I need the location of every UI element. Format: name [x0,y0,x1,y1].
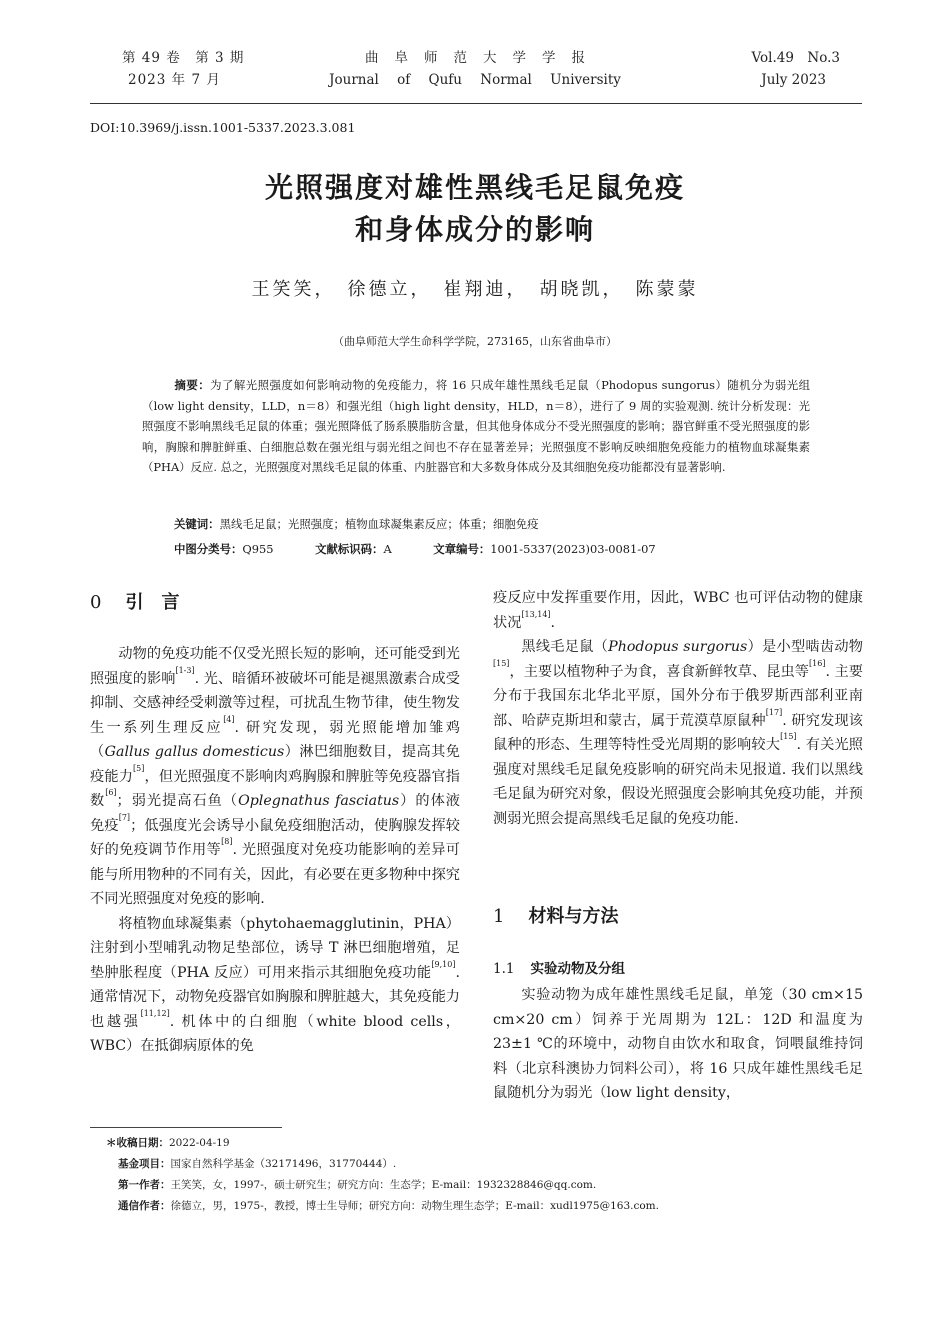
first-author-value: 王笑笑，女，1997-，硕士研究生；研究方向：生态学；E-mail：1932328846@qq.com. [170,1179,597,1191]
citation: [9,10] [431,959,456,969]
title-line-2: 和身体成分的影响 [354,213,595,246]
citation: [6] [105,788,117,797]
corresponding-value: 徐德立，男，1975-，教授，博士生导师；研究方向：动物生理生态学；E-mail：xudl1975@163.com. [170,1200,659,1212]
fund-value: 国家自然科学基金（32171496，31770444）. [170,1158,397,1170]
species-name: Oplegnathus fasciatus [238,793,400,809]
citation: [15] [780,732,797,741]
footnote-corresponding [118,1197,878,1215]
methods-paragraph [493,983,863,1106]
footnote-rule [90,1127,282,1128]
article-no-value: 1001-5337(2023)03-0081-07 [490,542,656,556]
text-run: 疫反应中发挥重要作用，因此，WBC 也可评估动物的健康状况 [493,590,863,631]
section-0-title: 引 言 [125,592,180,613]
intro-paragraph-2-cont [493,586,863,635]
section-0-number: 0 [90,592,102,613]
text-run: . 研究发现，弱光照能增加雏鸡（ [90,719,460,760]
footnote-received [106,1134,866,1152]
text-run: . 研究发现该鼠种的形态、生理等特性受光周期的影响较大 [493,712,863,753]
intro-paragraph-2 [90,912,460,1059]
abstract-label: 摘要： [174,378,211,392]
clc-label: 中图分类号： [174,542,243,556]
citation: [15] [493,658,510,668]
header-date-en: July 2023 [761,72,826,88]
keywords-label: 关键词： [174,517,220,531]
authors: 王笑笑， 徐德立， 崔翔迪， 胡晓凯， 陈蒙蒙 [251,279,699,300]
received-label: ＊收稿日期： [106,1137,169,1149]
journal-name-en: Journal of Qufu Normal University [329,72,621,88]
keywords [174,514,814,534]
right-column [493,586,863,831]
text-run: . 主要分布于我国东北华北平原，国外分布于俄罗斯西部利亚南部、哈萨克斯坦和蒙古，属于荒漠草原鼠种 [493,663,863,729]
header-vol-en [700,47,840,91]
affiliation: （曲阜师范大学生命科学学院，273165，山东省曲阜市） [333,335,617,348]
article-no-label: 文章编号： [433,542,491,556]
corresponding-label: 通信作者： [118,1200,171,1212]
paper-title [0,167,950,251]
text-run: ，但光照强度不影响肉鸡胸腺和脾脏等免疫器官指数 [90,768,460,809]
section-1-heading [493,902,618,928]
section-1-number: 1 [493,906,505,927]
subsection-1-1-number: 1.1 [493,961,515,977]
text-run: ）淋巴细胞数目，提高其免疫能力 [90,744,460,785]
text-run: . [550,614,556,631]
footnote-first-author [118,1176,878,1194]
methods-text: 实验动物为成年雄性黑线毛足鼠，单笼（30 cm×15 cm×20 cm）饲养于光周期为 12L：12D 和温度为 23±1 ℃的环境中，动物自由饮水和取食，饲喂鼠维持饲料（北京科澳协力饲料公司），将 16 只成年雄性黑线毛足鼠随机分为弱光（low light density， [493,987,863,1101]
text-run: . 机体中的白细胞（white blood cells，WBC）在抵御病原体的免 [90,1013,460,1054]
text-run: ，主要以植物种子为食，喜食新鲜牧草、昆虫等 [509,663,810,680]
abstract [142,375,810,478]
subsection-1-1-title: 实验动物及分组 [530,961,625,977]
section-1-title: 材料与方法 [528,906,619,927]
citation: [13,14] [521,609,551,619]
fund-label: 基金项目： [118,1158,171,1170]
header-vol-issue-en: Vol.49 No.3 [751,50,840,66]
species-name: Phodopus surgorus [608,639,748,655]
footnote-fund [118,1155,878,1173]
citation: [1-3] [175,665,195,675]
subsection-1-1-heading [493,957,625,977]
citation: [8] [221,837,233,846]
text-run: ；弱光提高石鱼（ [116,793,239,809]
text-run: . 光照强度对免疫功能影响的差异可能与所用物种的不同有关，因此，有必要在更多物种中探究不同光照强度对免疫的影响. [90,842,460,907]
intro-paragraph-1 [90,642,460,912]
text-run: . 光、暗循环被破坏可能是褪黑激素合成受抑制、交感神经受刺激等过程，可扰乱生物节律，使生物发生一系列生理反应 [90,670,460,736]
left-column [90,642,460,1059]
citation: [16] [809,658,826,668]
journal-name-cn: 曲阜师范大学学报 [365,50,601,66]
received-value: 2022-04-19 [169,1137,230,1149]
doc-code-label: 文献标识码： [315,542,384,556]
abstract-text: 为了解光照强度如何影响动物的免疫能力，将 16 只成年雄性黑线毛足鼠（Phodopus sungorus）随机分为弱光组（low light density，LLD，n＝8）和强光组（high light density，HLD，n＝8），进行了 9 周的实验观测. 统计分析发现：光照强度不影响黑线毛足鼠的体重；强光照降低了肠系膜脂肪含量，但其他身体成分不受光照强度的影响；器官鲜重不受光照强度的影响，胸腺和脾脏鲜重、白细胞总数在强光组与弱光组之间也不存在显著差异；光照强度不影响反映细胞免疫能力的植物血球凝集素（PHA）反应. 总之，光照强度对黑线毛足鼠的体重、内脏器官和大多数身体成分及其细胞免疫功能都没有显著影响. [142,378,810,474]
keywords-text: 黑线毛足鼠；光照强度；植物血球凝集素反应；体重；细胞免疫 [219,517,539,531]
intro-paragraph-3 [493,635,863,831]
header-date-cn: 2023 年 7 月 [128,72,221,88]
text-run: ；低强度光会诱导小鼠免疫细胞活动，使胸腺发挥较好的免疫调节作用等 [90,817,460,858]
text-run: ）是小型啮齿动物 [747,639,863,655]
section-0-heading [90,588,179,614]
classification [174,539,814,559]
clc-value: Q955 [242,542,274,556]
citation: [11,12] [140,1008,170,1018]
text-run: . 通常情况下，动物免疫器官如胸腺和脾脏越大，其免疫能力也越强 [90,964,460,1030]
citation: [5] [133,763,145,773]
first-author-label: 第一作者： [118,1179,171,1191]
citation: [4] [223,714,235,724]
text-run: . 有关光照强度对黑线毛足鼠免疫影响的研究尚未见报道. 我们以黑线毛足鼠为研究对象，假设光照强度会影响其免疫功能，并预测弱光照会提高黑线毛足鼠的免疫功能. [493,737,863,827]
text-run: 黑线毛足鼠（ [521,639,609,655]
text-run: ）的体液免疫 [90,793,460,834]
header-vol-issue-cn: 第 49 卷 第 3 期 [122,50,245,66]
text-run: 动物的免疫功能不仅受光照长短的影响，还可能受到光照强度的影响 [90,646,460,687]
header-rule [90,103,862,104]
species-name: Gallus gallus domesticus [104,744,285,760]
text-run: 将植物血球凝集素（phytohaemagglutinin，PHA）注射到小型哺乳动物足垫部位，诱导 T 淋巴细胞增殖，足垫肿胀程度（PHA 反应）可用来指示其细胞免疫功能 [90,915,460,981]
citation: [7] [118,812,131,822]
doc-code-value: A [383,542,392,556]
citation: [17] [765,707,783,717]
title-line-1: 光照强度对雄性黑线毛足鼠免疫 [264,171,685,204]
doi: DOI:10.3969/j.issn.1001-5337.2023.3.081 [90,120,356,135]
